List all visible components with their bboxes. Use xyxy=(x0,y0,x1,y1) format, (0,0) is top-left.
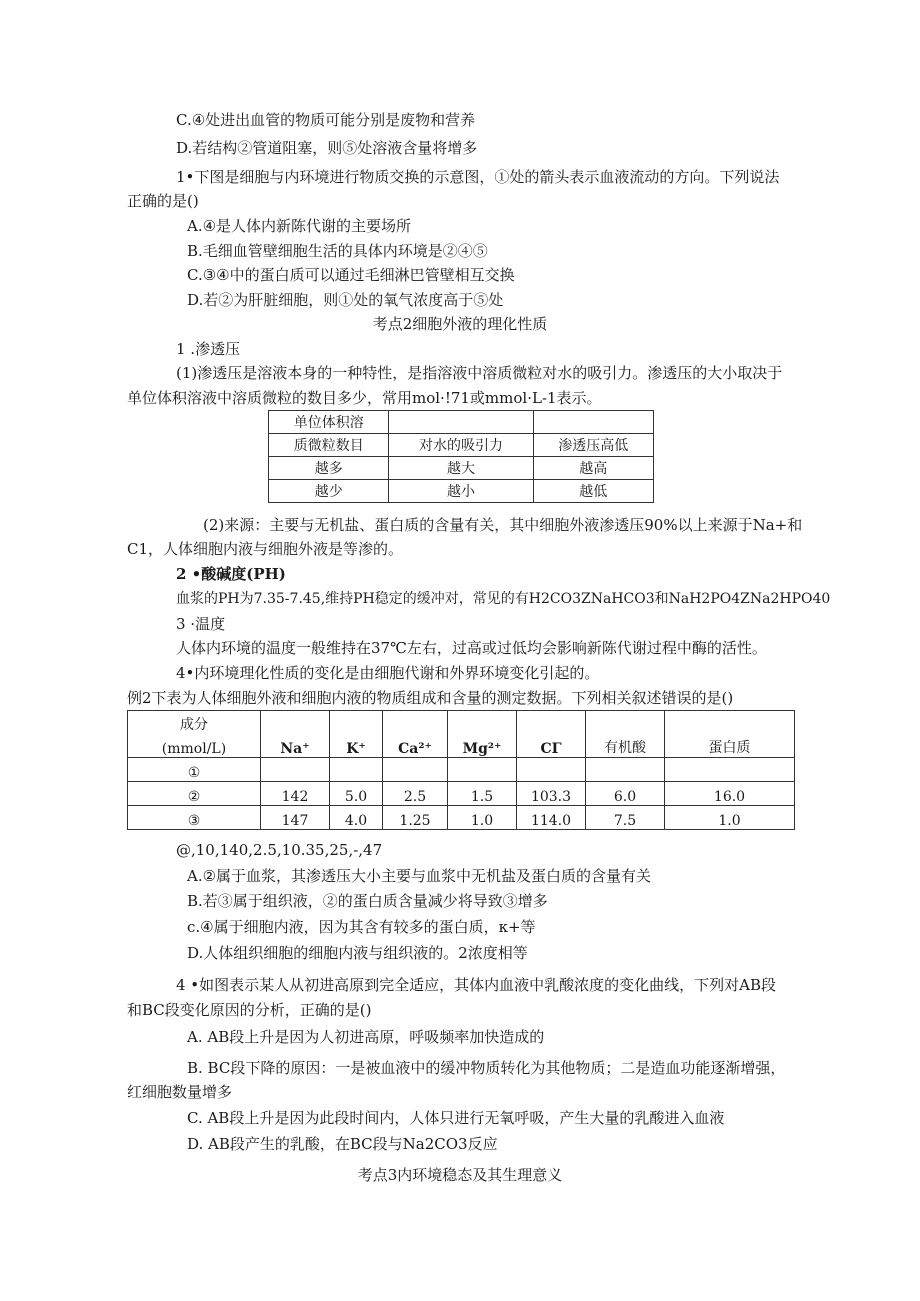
table-cell: 16.0 xyxy=(665,782,795,806)
table-cell: 单位体积溶 xyxy=(269,411,389,434)
table-cell: 1.0 xyxy=(665,806,795,830)
paragraph-osmotic-1: (1)渗透压是溶液本身的一种特性，是指溶液中溶质微粒对水的吸引力。渗透压的大小取决于 xyxy=(176,364,783,382)
table-cell: 对水的吸引力 xyxy=(389,434,533,457)
ex2-option-d: D.人体组织细胞的细胞内液与组织液的。2浓度相等 xyxy=(187,944,528,962)
ex2-option-a: A.②属于血浆，其渗透压大小主要与血浆中无机盐及蛋白质的含量有关 xyxy=(187,867,652,885)
ex2-option-c: c.④属于细胞内液，因为其含有较多的蛋白质，κ+等 xyxy=(187,918,536,936)
option-c-line: C.④处进出血管的物质可能分别是废物和营养 xyxy=(176,111,476,129)
table-col-header: 有机酸 xyxy=(586,734,665,758)
table-cell xyxy=(389,411,533,434)
table-cell: 质微粒数目 xyxy=(269,434,389,457)
table-cell: 1.5 xyxy=(448,782,517,806)
table-cell: 114.0 xyxy=(517,806,586,830)
question-4-stem: 4 •如图表示某人从初进高原到完全适应，其体内血液中乳酸浓度的变化曲线，下列对AB段 xyxy=(176,976,777,994)
item-3-title: 3 ·温度 xyxy=(176,615,226,633)
table-cell: 6.0 xyxy=(586,782,665,806)
table-cell xyxy=(586,711,665,735)
table-cell xyxy=(517,711,586,735)
table-col-header: 蛋白质 xyxy=(665,734,795,758)
item-1-title: 1 .渗透压 xyxy=(176,340,241,358)
table-cell: 越高 xyxy=(533,457,653,480)
q1-option-c: C.③④中的蛋白质可以通过毛细淋巴管壁相互交换 xyxy=(187,266,515,284)
table-col-header: Ca²⁺ xyxy=(383,734,448,758)
table-col-header: CΓ xyxy=(517,734,586,758)
paragraph-osmotic-2: 单位体积溶液中溶质微粒的数目多少，常用mol·!71或mmol·L-1表示。 xyxy=(127,389,602,407)
table-cell xyxy=(586,758,665,782)
q4-option-b-cont: 红细胞数量增多 xyxy=(127,1083,233,1101)
section-heading-2: 考点2细胞外液的理化性质 xyxy=(372,315,548,333)
table-cell xyxy=(448,711,517,735)
q1-option-a: A.④是人体内新陈代谢的主要场所 xyxy=(187,217,412,235)
table-cell xyxy=(533,411,653,434)
table-cell xyxy=(330,758,383,782)
table-cell: 1.0 xyxy=(448,806,517,830)
example-2-stem: 例2下表为人体细胞外液和细胞内液的物质组成和含量的测定数据。下列相关叙述错误的是() xyxy=(127,689,734,707)
q4-option-a: A. AB段上升是因为人初进高原，呼吸频率加快造成的 xyxy=(187,1028,545,1046)
q4-option-d: D. AB段产生的乳酸，在BC段与Na2CO3反应 xyxy=(187,1135,498,1153)
paragraph-ph: 血浆的PH为7.35-7.45,维持PH稳定的缓冲对，常见的有H2CO3ZNaHCO3和NaH2PO4ZNa2HPO40 xyxy=(176,591,831,607)
table-cell: 5.0 xyxy=(330,782,383,806)
table-cell: ① xyxy=(128,758,261,782)
item-4-line: 4•内环境理化性质的变化是由细胞代谢和外界环境变化引起的。 xyxy=(176,664,600,682)
table-cell: 越大 xyxy=(389,457,533,480)
table-cell: 103.3 xyxy=(517,782,586,806)
table-cell: (mmol/L) xyxy=(128,734,261,758)
table-cell xyxy=(517,758,586,782)
q4-option-c: C. AB段上升是因为此段时间内，人体只进行无氧呼吸，产生大量的乳酸进入血液 xyxy=(187,1109,725,1127)
table-cell: 147 xyxy=(261,806,330,830)
section-heading-3: 考点3内环境稳态及其生理意义 xyxy=(357,1166,563,1184)
q4-option-b: B. BC段下降的原因：一是被血液中的缓冲物质转化为其他物质；二是造血功能逐渐增强， xyxy=(187,1059,786,1077)
table-row-4-data: @,10,140,2.5,10.35,25,-,47 xyxy=(176,841,383,859)
composition-table xyxy=(127,710,795,830)
table-row xyxy=(128,758,795,782)
table-row xyxy=(128,782,795,806)
table-cell: 越小 xyxy=(389,480,533,503)
item-2-title: 2 •酸碱度(PH) xyxy=(176,565,286,583)
table-cell: 7.5 xyxy=(586,806,665,830)
table-cell xyxy=(383,758,448,782)
table-cell: 渗透压高低 xyxy=(533,434,653,457)
table-cell: 1.25 xyxy=(383,806,448,830)
table-cell: 142 xyxy=(261,782,330,806)
table-cell xyxy=(261,711,330,735)
ex2-option-b: B.若③属于组织液，②的蛋白质含量减少将导致③增多 xyxy=(187,892,548,910)
table-cell: ② xyxy=(128,782,261,806)
table-cell: ③ xyxy=(128,806,261,830)
question-1-stem: 1•下图是细胞与内环境进行物质交换的示意图，①处的箭头表示血液流动的方向。下列说法 xyxy=(176,168,780,186)
table-cell xyxy=(665,758,795,782)
option-d-line: D.若结构②管道阻塞，则⑤处溶液含量将增多 xyxy=(176,139,478,157)
table-row xyxy=(128,806,795,830)
paragraph-source-2: C1，人体细胞内液与细胞外液是等渗的。 xyxy=(127,540,404,558)
table-cell xyxy=(665,711,795,735)
table-col-header: Mg²⁺ xyxy=(448,734,517,758)
table-row xyxy=(269,480,654,503)
table-cell xyxy=(383,711,448,735)
table-cell xyxy=(448,758,517,782)
table-row xyxy=(269,457,654,480)
table-col-header: K⁺ xyxy=(330,734,383,758)
table-cell xyxy=(330,711,383,735)
table-cell: 越少 xyxy=(269,480,389,503)
paragraph-temperature: 人体内环境的温度一般维持在37℃左右，过高或过低均会影响新陈代谢过程中酶的活性。 xyxy=(176,639,767,657)
paragraph-source-1: (2)来源：主要与无机盐、蛋白质的含量有关，其中细胞外液渗透压90%以上来源于Na+和 xyxy=(203,516,803,534)
table-col-header: Na⁺ xyxy=(261,734,330,758)
q1-option-b: B.毛细血管壁细胞生活的具体内环境是②④⑤ xyxy=(187,242,488,260)
table-cell: 越低 xyxy=(533,480,653,503)
table-cell: 成分 xyxy=(128,711,261,735)
table-cell: 4.0 xyxy=(330,806,383,830)
osmotic-table xyxy=(268,410,654,503)
q1-option-d: D.若②为肝脏细胞，则①处的氧气浓度高于⑤处 xyxy=(187,291,504,309)
table-cell: 2.5 xyxy=(383,782,448,806)
question-4-stem-cont: 和BC段变化原因的分析，正确的是() xyxy=(127,1001,372,1019)
question-1-stem-cont: 正确的是() xyxy=(127,192,199,210)
table-cell: 越多 xyxy=(269,457,389,480)
table-cell xyxy=(261,758,330,782)
